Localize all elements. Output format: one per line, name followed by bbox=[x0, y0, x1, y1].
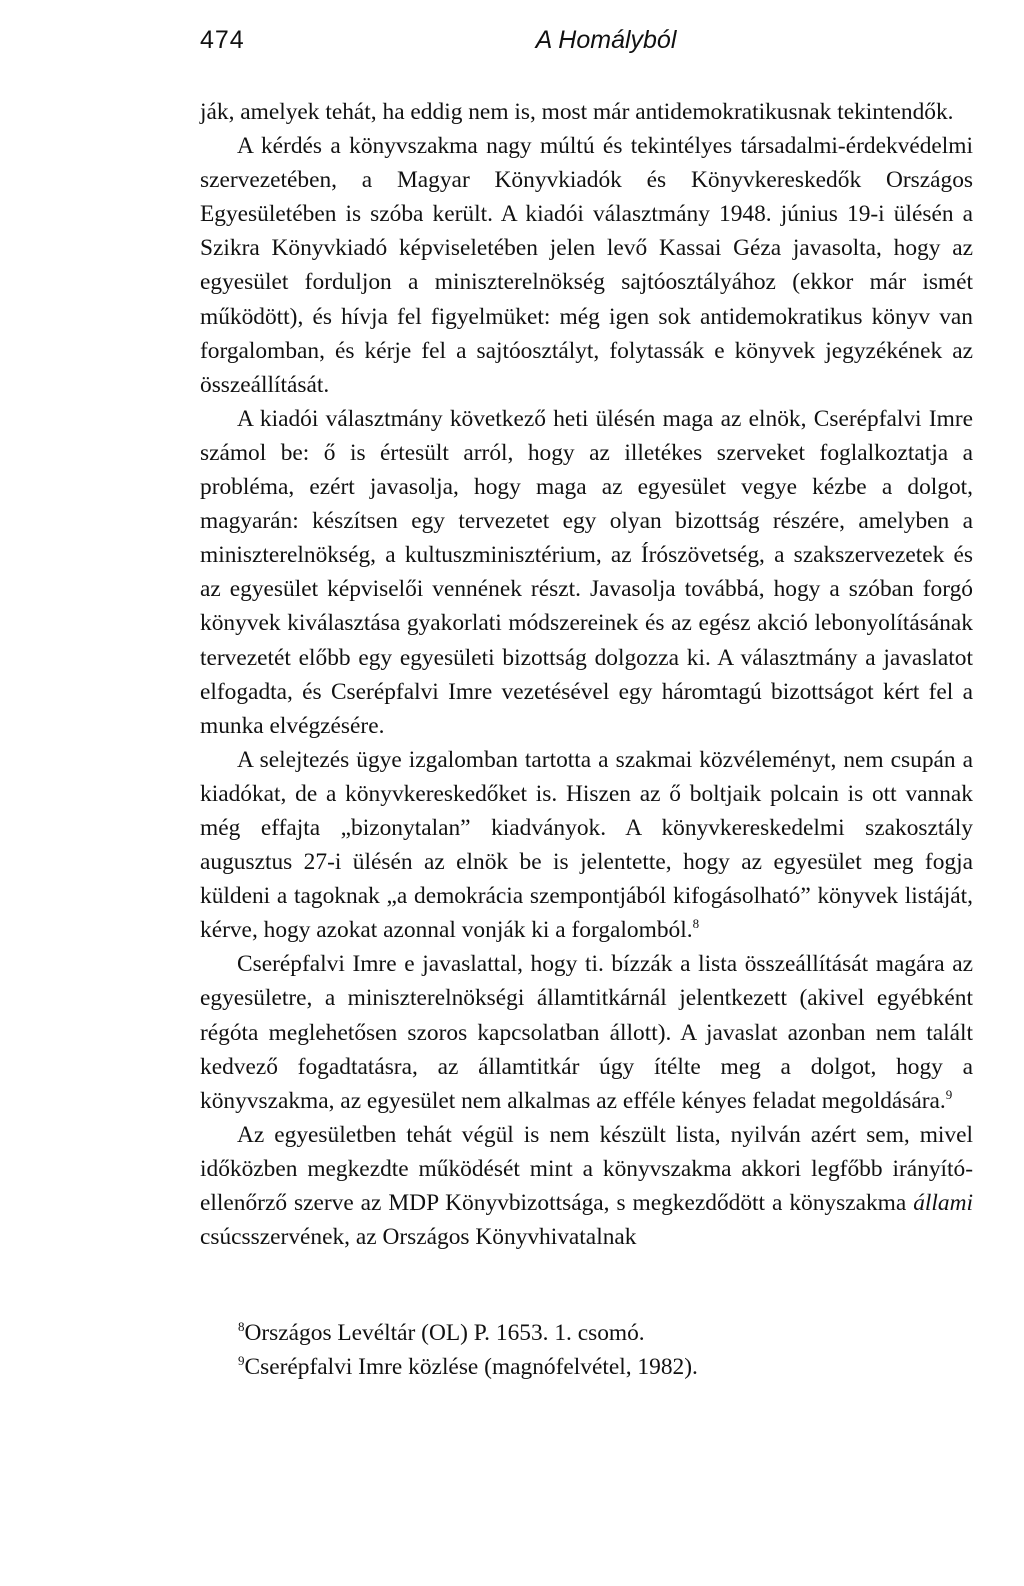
paragraph-6 bbox=[200, 1118, 973, 1254]
paragraph-6-text-b: csúcsszervének, az Országos Könyvhivatalnak bbox=[200, 1224, 637, 1251]
page-number: 474 bbox=[200, 26, 245, 54]
running-title: A Homályból bbox=[535, 26, 677, 54]
paragraph-4-text: A selejtezés ügye izgalomban tartotta a szakmai közvéleményt, nem csupán a kiadókat, de a könyvkereskedőket is. Hiszen az ő boltjaik polcain is ott vannak még effajta „bizonytalan” kiadványok. A könyvkereskedelmi szakosztály augusztus 27-i ülésén az elnök be is jelentette, hogy az egyesület meg fogja küldeni a tagoknak „a demokrácia szempontjából kifogásolható” könyvek listáját, kérve, hogy azokat azonnal vonják ki a forgalomból. bbox=[200, 746, 973, 944]
footnote-mark: 9 bbox=[238, 1353, 245, 1368]
paragraph-5 bbox=[200, 947, 973, 1117]
footnote-mark: 8 bbox=[238, 1319, 245, 1334]
footnote-8 bbox=[238, 1316, 973, 1350]
body-text bbox=[200, 95, 973, 1254]
paragraph-4 bbox=[200, 743, 973, 948]
page-header bbox=[200, 26, 972, 66]
footnote-ref-9[interactable]: 9 bbox=[945, 1086, 953, 1102]
paragraph-continuation: ják, amelyek tehát, ha eddig nem is, most már antidemokratikusnak tekintendők. bbox=[200, 99, 954, 125]
paragraph-6-text-a: Az egyesületben tehát végül is nem készült lista, nyilván azért sem, mivel időközben megkezdte működését mint a könyvszakma akkori legfőbb irányító-ellenőrző szerve az MDP Könyvbizottsága, s megkezdődött a könyszakma bbox=[200, 1121, 973, 1216]
footnote-text: Cserépfalvi Imre közlése (magnófelvétel, 1982). bbox=[244, 1354, 698, 1380]
footnote-text: Országos Levéltár (OL) P. 1653. 1. csomó. bbox=[244, 1320, 645, 1346]
footnote-ref-8[interactable]: 8 bbox=[692, 916, 700, 932]
footnote-9 bbox=[238, 1350, 973, 1384]
paragraph-3: A kiadói választmány következő heti ülésén maga az elnök, Cserépfalvi Imre számol be: ő is értesült arról, hogy az illetékes szerveket foglalkoztatja a probléma, ezért javasolja, hogy maga az egyesület vegye kézbe a dolgot, magyarán: készítsen egy tervezetet egy olyan bizottság részére, amelyben a miniszterelnökség, a kultuszminisztérium, az Írószövetség, a szakszervezetek és az egyesület képviselői vennének részt. Javasolja továbbá, hogy a szóban forgó könyvek kiválasztása gyakorlati módszereinek és az egész akció lebonyolításának tervezetét előbb egy egyesületi bizottság dolgozza ki. A választmány a javaslatot elfogadta, és Cserépfalvi Imre vezetésével egy háromtagú bizottságot kért fel a munka elvégzésére. bbox=[200, 405, 973, 739]
paragraph-5-text: Cserépfalvi Imre e javaslattal, hogy ti. bízzák a lista összeállítását magára az egyesületre, a miniszterelnökségi államtitkárnál jelentkezett (akivel egyébként régóta meglehetősen szoros kapcsolatban állott). A javaslat azonban nem talált kedvező fogadtatásra, az államtitkár úgy ítélte meg a dolgot, hogy a könyvszakma, az egyesület nem alkalmas az efféle kényes feladat megoldására. bbox=[200, 951, 973, 1114]
footnotes bbox=[238, 1316, 973, 1384]
paragraph-6-italic: állami bbox=[913, 1190, 973, 1216]
paragraph-2: A kérdés a könyvszakma nagy múltú és tekintélyes társadalmi-érdekvédelmi szervezetében, a Magyar Könyvkiadók és Könyvkereskedők Országos Egyesületében is szóba került. A kiadói választmány 1948. június 19-i ülésén a Szikra Könyvkiadó képviseletében jelen levő Kassai Géza javasolta, hogy az egyesület forduljon a miniszterelnökség sajtóosztályához (ekkor már ismét működött), és hívja fel figyelmüket: még igen sok antidemokratikus könyv van forgalomban, és kérje fel a sajtóosztályt, folytassák e könyvek jegyzékének az összeállítását. bbox=[200, 133, 973, 398]
